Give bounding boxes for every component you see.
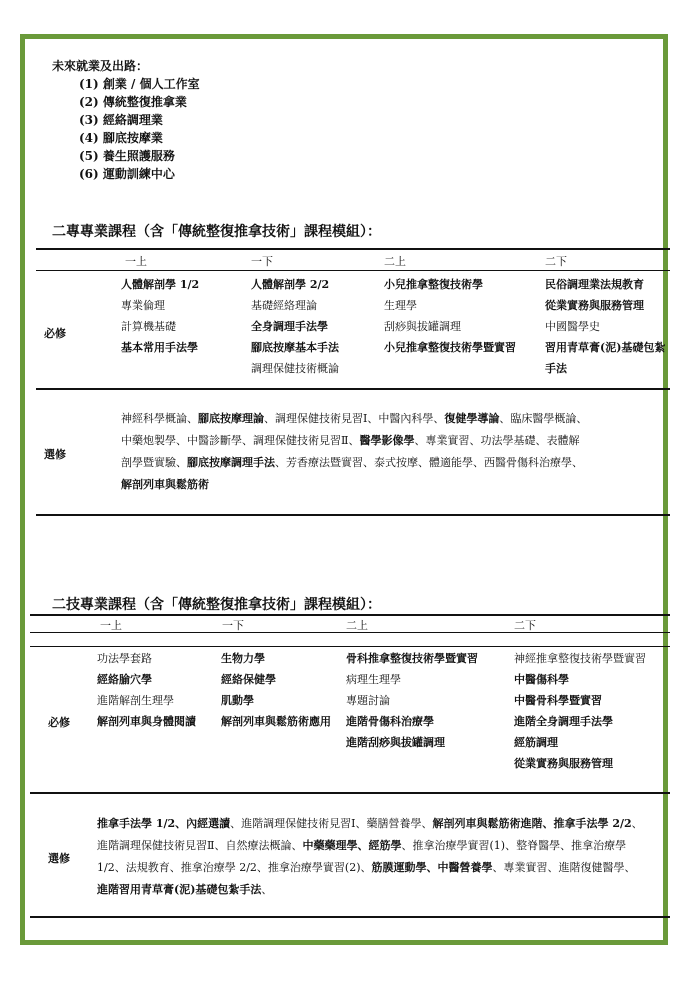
divider <box>36 514 670 516</box>
course-item: 小兒推拿整復技術學 <box>384 278 483 291</box>
course-column <box>545 274 670 379</box>
semester-header: 二下 <box>545 255 567 268</box>
elective-text: 、調理保健技術見習Ⅰ、中醫內科學、 <box>264 412 445 425</box>
divider <box>30 646 670 647</box>
course-item: 經絡腧穴學 <box>97 673 152 686</box>
section2-title: 二技專業課程（含「傳統整復推拿技術」課程模組）： <box>52 597 381 613</box>
course-item: 生理學 <box>384 299 417 312</box>
course-item: 人體解剖學 2/2 <box>251 278 330 291</box>
elective-text: 進階習用青草膏(泥)基礎包紮手法 <box>97 883 262 896</box>
elective-text: 中藥藥理學、經筋學 <box>302 839 402 852</box>
course-item: 腳底按摩基本手法 <box>251 341 339 354</box>
section1-title: 二專專業課程（含「傳統整復推拿技術」課程模組）： <box>52 224 381 240</box>
elective-text: 、 <box>261 883 273 896</box>
career-list <box>79 75 200 183</box>
divider <box>30 916 670 918</box>
career-item: (1) 創業 / 個人工作室 <box>79 77 200 91</box>
elective-text: 進階調理保健技術見習Ⅱ、自然療法概論、 <box>97 839 303 852</box>
course-column <box>514 648 646 774</box>
elective-text: 解剖列車與鬆筋術進階、推拿手法學 2/2 <box>432 817 632 830</box>
elective-text: 、推拿治療學實習(1)、整脊醫學、推拿治療學 <box>401 839 627 852</box>
course-item: 進階全身調理手法學 <box>514 715 613 728</box>
elective-courses <box>97 813 670 901</box>
course-item: 骨科推拿整復技術學暨實習 <box>346 652 478 665</box>
career-item: (4) 腳底按摩業 <box>79 131 163 145</box>
career-item: (3) 經絡調理業 <box>79 113 163 127</box>
course-item: 解剖列車與身體閱讀 <box>97 715 196 728</box>
elective-text: 神經科學概論、 <box>121 412 198 425</box>
elective-text: 、專業實習、功法學基礎、表體解 <box>414 434 580 447</box>
course-column <box>121 274 199 358</box>
elective-text: 中藥炮製學、中醫診斷學、調理保健技術見習Ⅱ、 <box>121 434 360 447</box>
divider <box>30 632 670 633</box>
course-item: 中國醫學史 <box>545 320 600 333</box>
divider <box>30 792 670 794</box>
course-item: 調理保健技術概論 <box>251 362 339 375</box>
elective-text: 推拿手法學 1/2、內經選讀 <box>97 817 231 830</box>
course-item: 生物力學 <box>221 652 265 665</box>
course-item: 進階骨傷科治療學 <box>346 715 434 728</box>
course-column <box>251 274 339 379</box>
elective-courses <box>121 408 671 496</box>
career-item: (2) 傳統整復推拿業 <box>79 95 187 109</box>
elective-text: 、進階調理保健技術見習Ⅰ、藥膳營養學、 <box>230 817 433 830</box>
course-item: 中醫骨科學暨實習 <box>514 694 602 707</box>
course-item: 進階刮痧與拔罐調理 <box>346 736 445 749</box>
elective-label: 選修 <box>48 852 70 865</box>
course-column <box>346 648 478 753</box>
elective-text: 剖學暨實驗、 <box>121 456 187 469</box>
course-item: 功法學套路 <box>97 652 152 665</box>
course-item: 肌動學 <box>221 694 254 707</box>
semester-header: 一上 <box>125 255 147 268</box>
course-item: 民俗調理業法規教育 <box>545 278 644 291</box>
course-item: 從業實務與服務管理 <box>514 757 613 770</box>
course-column <box>221 648 336 732</box>
required-label: 必修 <box>48 716 70 729</box>
course-item: 解剖列車與鬆筋術應用 <box>221 715 331 728</box>
course-column <box>384 274 516 358</box>
career-item: (5) 養生照護服務 <box>79 149 175 163</box>
elective-text: 1/2、法規教育、推拿治療學 2/2、推拿治療學實習(2)、 <box>97 861 372 874</box>
course-column <box>97 648 196 732</box>
course-item: 專題討論 <box>346 694 390 707</box>
required-label: 必修 <box>44 327 66 340</box>
semester-header: 二上 <box>346 619 368 632</box>
course-item: 中醫傷科學 <box>514 673 569 686</box>
elective-text: 、專業實習、進階復健醫學、 <box>492 861 636 874</box>
course-item: 基本常用手法學 <box>121 341 198 354</box>
course-item: 經絡保健學 <box>221 673 276 686</box>
divider <box>36 388 670 390</box>
elective-text: 腳底按摩理論 <box>198 412 264 425</box>
divider <box>36 248 670 250</box>
course-item: 從業實務與服務管理 <box>545 299 644 312</box>
course-item: 全身調理手法學 <box>251 320 328 333</box>
elective-text: 、 <box>631 817 643 830</box>
course-item: 計算機基礎 <box>121 320 176 333</box>
elective-text: 醫學影像學 <box>359 434 415 447</box>
semester-header: 一下 <box>251 255 273 268</box>
course-item: 進階解剖生理學 <box>97 694 174 707</box>
elective-text: 解剖列車與鬆筋術 <box>121 478 209 491</box>
elective-text: 腳底按摩調理手法 <box>187 456 275 469</box>
course-item: 人體解剖學 1/2 <box>121 278 200 291</box>
career-item: (6) 運動訓練中心 <box>79 167 175 181</box>
semester-header: 二上 <box>384 255 406 268</box>
elective-label: 選修 <box>44 448 66 461</box>
elective-text: 、芳香療法暨實習、泰式按摩、體適能學、西醫骨傷科治療學、 <box>275 456 583 469</box>
course-item: 習用青草膏(泥)基礎包紮手法 <box>545 341 666 375</box>
course-item: 刮痧與拔罐調理 <box>384 320 461 333</box>
divider <box>36 270 670 271</box>
divider <box>30 614 670 616</box>
semester-header: 一下 <box>222 619 244 632</box>
semester-header: 二下 <box>514 619 536 632</box>
course-item: 基礎經絡理論 <box>251 299 317 312</box>
course-item: 經筋調理 <box>514 736 558 749</box>
career-title: 未來就業及出路： <box>52 59 149 73</box>
elective-text: 筋膜運動學、中醫營養學 <box>371 861 493 874</box>
elective-text: 復健學導論 <box>444 412 500 425</box>
course-item: 小兒推拿整復技術學暨實習 <box>384 341 516 354</box>
course-item: 神經推拿整復技術學暨實習 <box>514 652 646 665</box>
course-item: 專業倫理 <box>121 299 165 312</box>
semester-header: 一上 <box>100 619 122 632</box>
elective-text: 、臨床醫學概論、 <box>499 412 588 425</box>
course-item: 病理生理學 <box>346 673 401 686</box>
